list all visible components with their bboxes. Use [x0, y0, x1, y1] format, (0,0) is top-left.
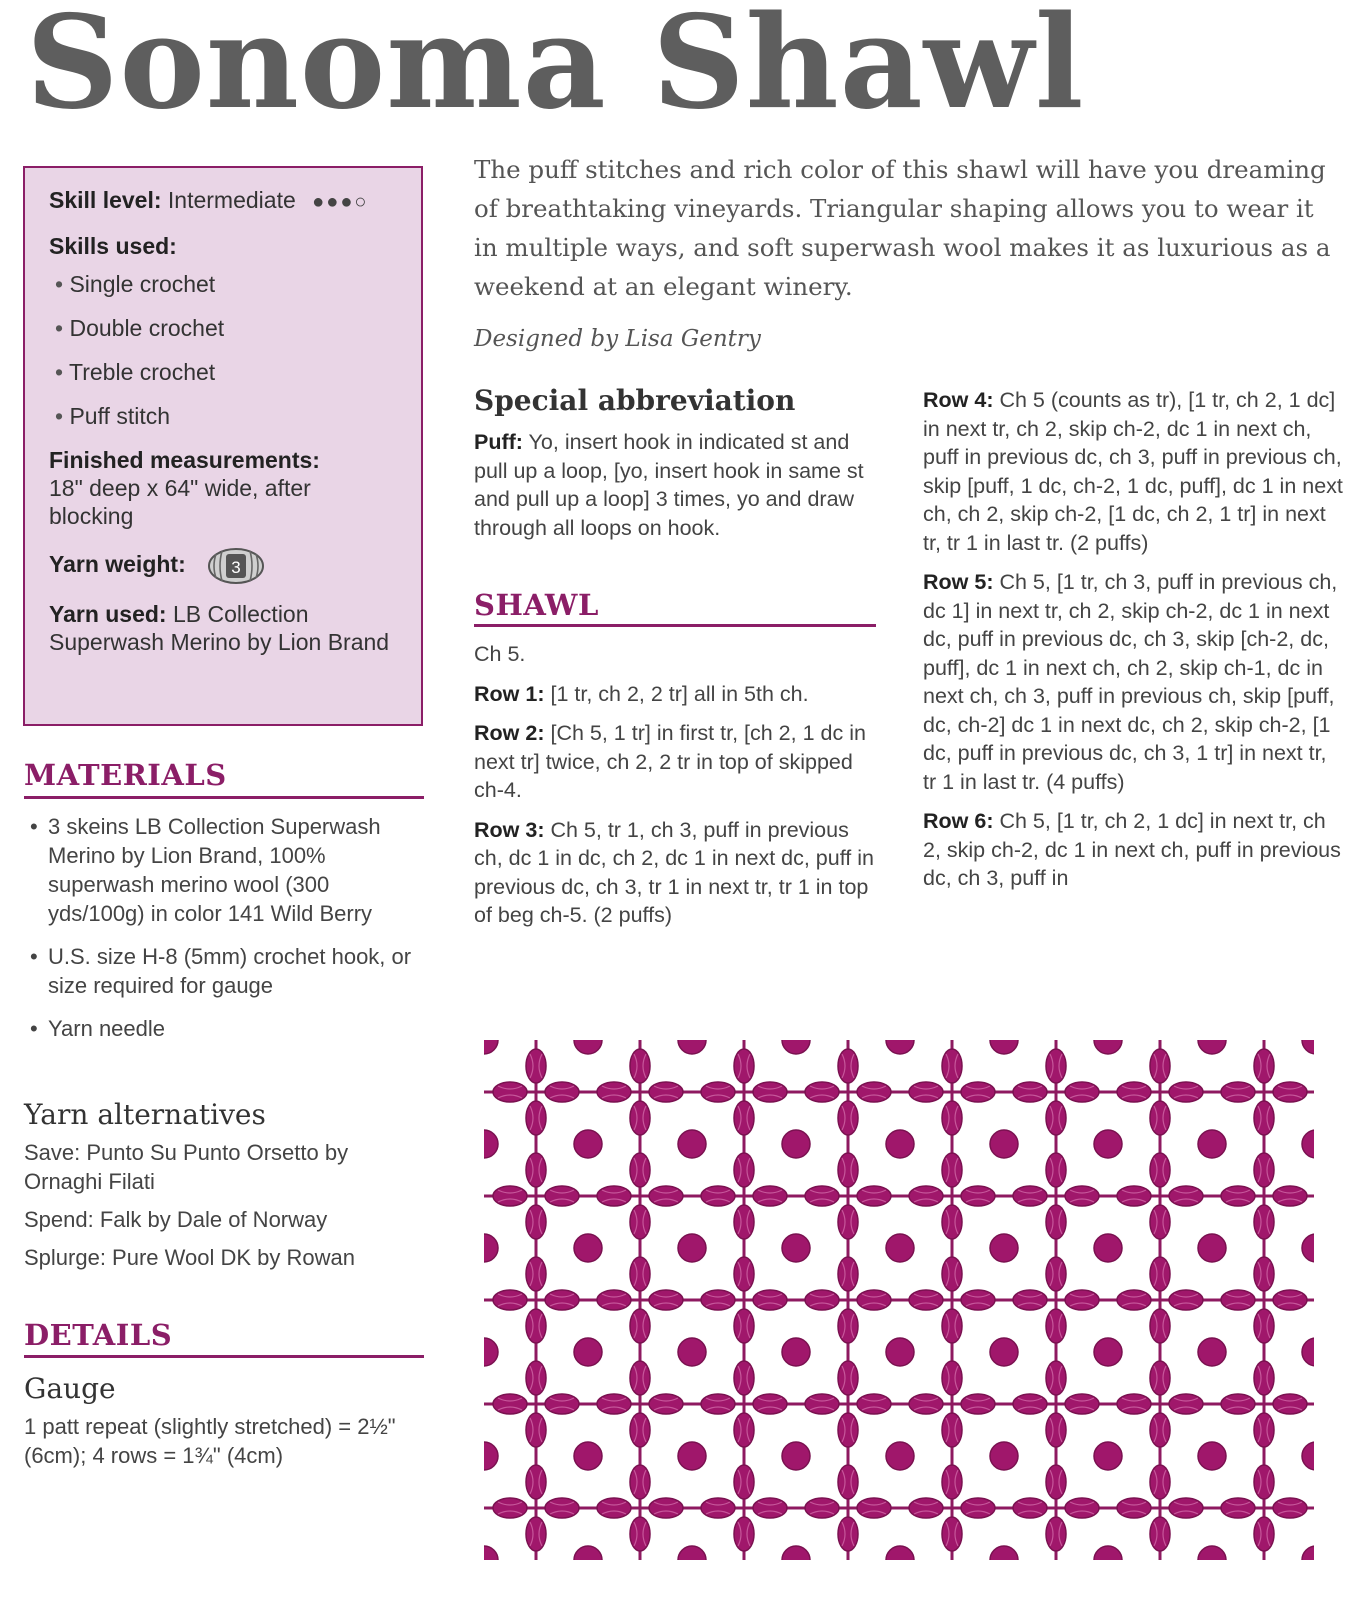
skill-level-row: [49, 186, 397, 216]
shawl-instructions-left: [474, 640, 874, 941]
materials-heading: MATERIALS: [24, 758, 227, 792]
shawl-instructions-right: [923, 386, 1343, 904]
row-instruction: [474, 719, 874, 805]
row-label: Row 3:: [474, 817, 545, 842]
list-item: • 3 skeins LB Collection Superwash Merino by Lion Brand, 100% superwash merino wool (300 yds/100g) in color 141 Wild Berry: [26, 812, 421, 928]
list-item: • Treble crochet: [55, 358, 397, 386]
skill-dots-icon: ●●●○: [312, 191, 369, 213]
row-label: Row 4:: [923, 388, 994, 412]
stitch-pattern-photo: [484, 1040, 1314, 1560]
crochet-lace-image: [484, 1040, 1314, 1560]
list-item: Save: Punto Su Punto Orsetto by Ornaghi Filati: [24, 1140, 349, 1194]
shawl-heading: SHAWL: [474, 588, 599, 622]
yarn-weight-label: Yarn weight:: [49, 551, 186, 578]
details-rule: [24, 1355, 424, 1358]
row-instruction: [923, 807, 1343, 893]
gauge-heading: Gauge: [24, 1372, 116, 1405]
finished-measurements: [49, 446, 397, 530]
list-item: • Yarn needle: [26, 1014, 421, 1043]
row-label: Row 1:: [474, 681, 545, 706]
abbreviation-term: Puff:: [474, 430, 523, 454]
yarn-skein-icon: [206, 546, 266, 586]
row-text: [Ch 5, 1 tr] in first tr, [ch 2, 1 dc in next tr] twice, ch 2, 2 tr in top of skipped ch-4.: [474, 721, 866, 802]
row-text: Ch 5 (counts as tr), [1 tr, ch 2, 1 dc] in next tr, ch 2, skip ch-2, dc 1 in next ch, puff in previous dc, ch 3, puff in previous ch, skip [puff, 1 dc, ch-2, 1 dc, puff], dc 1 in next ch, ch 2, skip ch-2, [1 dc, ch 2, 1 tr] in next tr, tr 1 in last tr. (2 puffs): [923, 388, 1343, 555]
skills-list: [49, 270, 397, 430]
list-item: Spend: Falk by Dale of Norway: [24, 1207, 328, 1232]
row-label: Row 2:: [474, 721, 545, 745]
yarn-used-value: LB Collection Superwash Merino by Lion Brand: [49, 601, 390, 655]
row-text: [1 tr, ch 2, 2 tr] all in 5th ch.: [550, 681, 809, 706]
row-instruction: [474, 816, 874, 930]
row-instruction: [474, 680, 874, 709]
intro-paragraph: The puff stitches and rich color of this shawl will have you dreaming of breathtaking vineyards. Triangular shaping allows you to wear it in multiple ways, and soft superwash wool makes it as luxurious as a weekend at an elegant winery.: [474, 155, 1331, 301]
row-text: Ch 5, [1 tr, ch 3, puff in previous ch, dc 1] in next tr, ch 2, skip ch-2, dc 1 in next dc, puff in previous dc, ch 3, skip [ch-2, dc, puff], dc 1 in next ch, ch 2, skip ch-1, dc in next ch, ch 3, puff in previous ch, skip [puff, dc, ch-2] dc 1 in next dc, ch 2, skip ch-2, [1 dc, puff in previous dc, ch 3, 1 tr] in next tr, tr 1 in last tr. (4 puffs): [923, 570, 1338, 794]
yarn-used-label: Yarn used:: [49, 601, 167, 627]
list-item: • Double crochet: [55, 314, 397, 342]
page-title: Sonoma Shawl: [26, 0, 1085, 138]
designer-credit: Designed by Lisa Gentry: [474, 326, 761, 352]
row-label: Row 5:: [923, 570, 994, 594]
gauge-text: 1 patt repeat (slightly stretched) = 2½" (6cm); 4 rows = 1¾" (4cm): [24, 1414, 396, 1468]
abbreviation-definition: Yo, insert hook in indicated st and pull up a loop, [yo, insert hook in same st and pull up a loop] 3 times, yo and draw through all loops on hook.: [474, 430, 864, 540]
row-instruction: [923, 386, 1343, 557]
row-text: Ch 5, [1 tr, ch 2, 1 dc] in next tr, ch 2, skip ch-2, dc 1 in next ch, puff in previous dc, ch 3, puff in: [923, 809, 1341, 890]
list-item: • Single crochet: [55, 270, 397, 298]
yarn-alternatives-heading: Yarn alternatives: [24, 1098, 266, 1131]
special-abbreviation-body: [474, 428, 874, 553]
materials-list: [26, 812, 421, 1057]
yarn-weight-row: [49, 546, 397, 586]
list-item: • Puff stitch: [55, 402, 397, 430]
shawl-start: Ch 5.: [474, 642, 526, 666]
list-item: Splurge: Pure Wool DK by Rowan: [24, 1245, 355, 1270]
row-text: Ch 5, tr 1, ch 3, puff in previous ch, dc 1 in dc, ch 2, dc 1 in next dc, puff in previous dc, ch 3, tr 1 in next tr, tr 1 in top of beg ch-5. (2 puffs): [474, 817, 874, 927]
row-label: Row 6:: [923, 809, 994, 833]
skill-level-value: Intermediate: [167, 187, 296, 213]
yarn-used-row: [49, 600, 397, 656]
row-instruction: [923, 568, 1343, 796]
list-item: • U.S. size H-8 (5mm) crochet hook, or size required for gauge: [26, 942, 421, 1000]
materials-rule: [24, 796, 424, 799]
shawl-rule: [474, 624, 876, 627]
details-heading: DETAILS: [24, 1318, 173, 1352]
skills-used-label: Skills used:: [49, 233, 177, 259]
yarn-alternatives-list: [24, 1138, 419, 1281]
skill-info-box: [23, 166, 423, 726]
special-abbreviation-heading: Special abbreviation: [474, 384, 796, 417]
yarn-weight-value: 3: [231, 558, 241, 577]
skill-level-label: Skill level:: [49, 187, 162, 213]
finished-value: 18" deep x 64" wide, after blocking: [49, 475, 311, 529]
finished-label: Finished measurements:: [49, 447, 320, 473]
